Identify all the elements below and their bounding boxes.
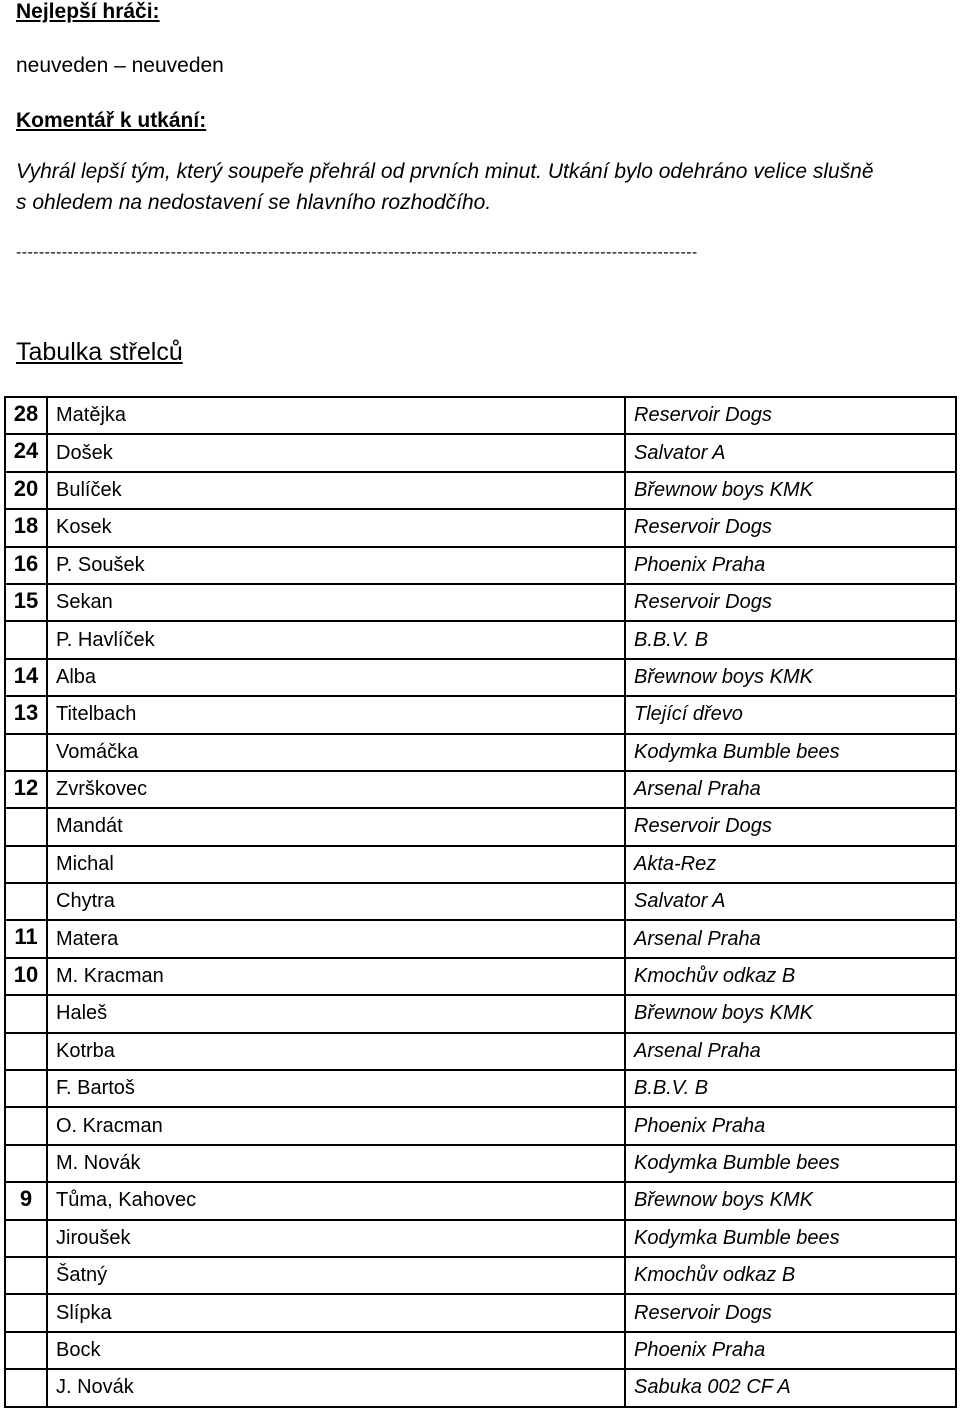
scorer-goals: 12 — [5, 771, 47, 808]
scorers-table — [4, 396, 957, 1408]
scorer-goals: 10 — [5, 958, 47, 995]
scorer-name: Šatný — [47, 1257, 625, 1294]
scorer-goals — [5, 1257, 47, 1294]
scorer-row — [5, 621, 956, 658]
match-comment-line-2: s ohledem na nedostavení se hlavního rozhodčího. — [16, 191, 492, 214]
scorer-name: Kotrba — [47, 1033, 625, 1070]
scorer-name: Titelbach — [47, 696, 625, 733]
scorer-team: Kodymka Bumble bees — [625, 1145, 956, 1182]
scorer-goals: 28 — [5, 397, 47, 434]
scorer-team: Reservoir Dogs — [625, 509, 956, 546]
scorer-team: Salvator A — [625, 434, 956, 471]
scorer-team: Arsenal Praha — [625, 771, 956, 808]
scorer-team: B.B.V. B — [625, 1070, 956, 1107]
scorer-goals: 15 — [5, 584, 47, 621]
scorer-row — [5, 808, 956, 845]
scorer-team: Arsenal Praha — [625, 920, 956, 957]
scorer-goals — [5, 1070, 47, 1107]
scorer-name: Vomáčka — [47, 734, 625, 771]
scorer-row — [5, 1294, 956, 1331]
scorer-name: Došek — [47, 434, 625, 471]
scorer-goals: 11 — [5, 920, 47, 957]
scorer-name: Haleš — [47, 995, 625, 1032]
section-separator: ----------------------------------------------------------------------------------------------------------------------- — [16, 244, 698, 261]
scorer-row — [5, 1033, 956, 1070]
match-comment-text — [16, 156, 946, 218]
scorer-row — [5, 696, 956, 733]
scorer-team: Phoenix Praha — [625, 1107, 956, 1144]
scorer-name: Mandát — [47, 808, 625, 845]
scorer-row — [5, 1070, 956, 1107]
scorers-table-body — [5, 397, 956, 1407]
scorer-goals — [5, 808, 47, 845]
scorer-name: Zvrškovec — [47, 771, 625, 808]
scorer-team: Kodymka Bumble bees — [625, 1220, 956, 1257]
match-comment-heading: Komentář k utkání: — [16, 109, 207, 132]
scorer-goals — [5, 846, 47, 883]
scorer-name: Matera — [47, 920, 625, 957]
scorer-goals — [5, 883, 47, 920]
scorer-team: Salvator A — [625, 883, 956, 920]
scorer-row — [5, 995, 956, 1032]
scorer-team: Břewnow boys KMK — [625, 1182, 956, 1219]
best-players-value: neuveden – neuveden — [16, 54, 224, 77]
scorer-name: P. Soušek — [47, 547, 625, 584]
scorer-team: Sabuka 002 CF A — [625, 1369, 956, 1406]
scorer-team: Břewnow boys KMK — [625, 995, 956, 1032]
scorer-team: Tlející dřevo — [625, 696, 956, 733]
scorer-name: Bulíček — [47, 472, 625, 509]
scorer-name: Sekan — [47, 584, 625, 621]
scorer-row — [5, 509, 956, 546]
scorer-name: J. Novák — [47, 1369, 625, 1406]
scorer-row — [5, 883, 956, 920]
scorer-row — [5, 584, 956, 621]
scorer-row — [5, 734, 956, 771]
scorer-team: Břewnow boys KMK — [625, 472, 956, 509]
scorer-team: B.B.V. B — [625, 621, 956, 658]
scorer-team: Kmochův odkaz B — [625, 958, 956, 995]
scorer-row — [5, 846, 956, 883]
scorer-row — [5, 659, 956, 696]
scorers-table-title: Tabulka střelců — [16, 338, 183, 366]
scorer-row — [5, 1145, 956, 1182]
scorer-goals: 14 — [5, 659, 47, 696]
scorer-team: Kodymka Bumble bees — [625, 734, 956, 771]
scorer-row — [5, 958, 956, 995]
scorer-team: Akta-Rez — [625, 846, 956, 883]
scorer-goals — [5, 734, 47, 771]
scorer-name: Alba — [47, 659, 625, 696]
scorer-name: M. Novák — [47, 1145, 625, 1182]
scorer-goals: 9 — [5, 1182, 47, 1219]
scorer-name: Michal — [47, 846, 625, 883]
scorer-team: Phoenix Praha — [625, 1332, 956, 1369]
scorer-name: Matějka — [47, 397, 625, 434]
scorer-goals — [5, 1220, 47, 1257]
scorer-team: Reservoir Dogs — [625, 1294, 956, 1331]
scorer-goals — [5, 1033, 47, 1070]
scorer-row — [5, 434, 956, 471]
scorer-row — [5, 547, 956, 584]
scorer-goals: 16 — [5, 547, 47, 584]
scorer-goals — [5, 995, 47, 1032]
scorer-row — [5, 1182, 956, 1219]
scorer-team: Reservoir Dogs — [625, 584, 956, 621]
scorer-goals: 18 — [5, 509, 47, 546]
best-players-heading: Nejlepší hráči: — [16, 0, 160, 23]
scorer-goals: 20 — [5, 472, 47, 509]
scorer-name: Chytra — [47, 883, 625, 920]
scorer-name: Slípka — [47, 1294, 625, 1331]
scorer-name: Kosek — [47, 509, 625, 546]
scorer-goals — [5, 1369, 47, 1406]
scorer-goals — [5, 621, 47, 658]
scorer-name: F. Bartoš — [47, 1070, 625, 1107]
scorer-team: Reservoir Dogs — [625, 397, 956, 434]
scorer-row — [5, 1369, 956, 1406]
scorer-name: O. Kracman — [47, 1107, 625, 1144]
scorer-goals — [5, 1294, 47, 1331]
scorer-team: Phoenix Praha — [625, 547, 956, 584]
scorer-row — [5, 1257, 956, 1294]
scorer-team: Arsenal Praha — [625, 1033, 956, 1070]
scorer-row — [5, 472, 956, 509]
scorer-name: Bock — [47, 1332, 625, 1369]
scorer-goals — [5, 1145, 47, 1182]
scorer-row — [5, 397, 956, 434]
scorer-goals: 13 — [5, 696, 47, 733]
scorer-goals: 24 — [5, 434, 47, 471]
scorer-goals — [5, 1332, 47, 1369]
scorer-name: M. Kracman — [47, 958, 625, 995]
scorer-team: Břewnow boys KMK — [625, 659, 956, 696]
match-comment-line-1: Vyhrál lepší tým, který soupeře přehrál od prvních minut. Utkání bylo odehráno velice slušně — [16, 160, 874, 183]
scorer-row — [5, 1332, 956, 1369]
scorer-team: Reservoir Dogs — [625, 808, 956, 845]
scorer-team: Kmochův odkaz B — [625, 1257, 956, 1294]
scorer-name: Tůma, Kahovec — [47, 1182, 625, 1219]
scorer-goals — [5, 1107, 47, 1144]
scorer-name: P. Havlíček — [47, 621, 625, 658]
scorer-row — [5, 1220, 956, 1257]
scorer-name: Jiroušek — [47, 1220, 625, 1257]
scorer-row — [5, 920, 956, 957]
scorer-row — [5, 771, 956, 808]
scorer-row — [5, 1107, 956, 1144]
